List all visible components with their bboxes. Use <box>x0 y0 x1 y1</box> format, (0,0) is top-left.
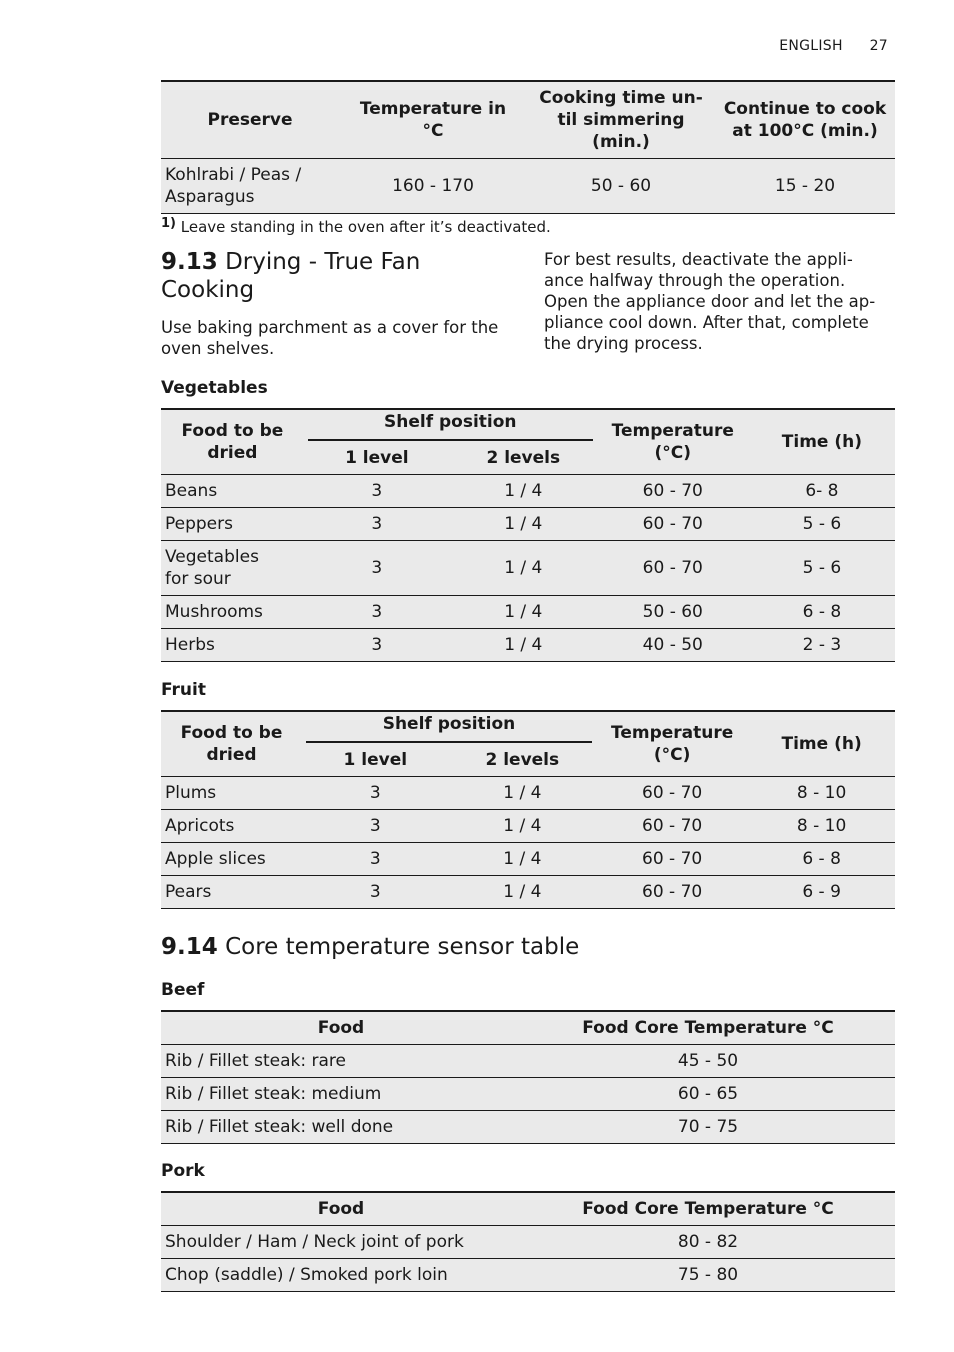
table-row <box>161 777 895 810</box>
section-number: 9.13 <box>161 249 218 275</box>
food-cell: Chop (saddle) / Smoked pork loin <box>165 1265 448 1285</box>
header-food: Food <box>317 1018 365 1038</box>
header-line: Cooking time un- <box>539 88 703 108</box>
level1-cell: 3 <box>371 481 383 501</box>
beef-heading: Beef <box>161 980 205 1000</box>
level1-cell: 3 <box>371 514 383 534</box>
vegetables-table <box>161 408 895 662</box>
time-cell: 8 - 10 <box>796 816 847 836</box>
table-row <box>161 876 895 909</box>
table-row <box>161 1045 895 1078</box>
food-cell: Pears <box>165 882 212 902</box>
header-time: Time (h) <box>748 711 895 777</box>
food-cell: Peppers <box>165 514 233 534</box>
food-cell: Rib / Fillet steak: rare <box>165 1051 346 1071</box>
vegetables-heading: Vegetables <box>161 378 268 398</box>
fruit-table <box>161 710 895 909</box>
table-row <box>161 1078 895 1111</box>
food-cell: Apricots <box>165 816 235 836</box>
header-line: Shelf position <box>308 411 593 441</box>
preserve-table <box>161 80 895 214</box>
level2-cell: 1 / 4 <box>504 602 543 622</box>
preserve-continue: 15 - 20 <box>774 176 836 196</box>
level1-cell: 3 <box>369 849 381 869</box>
level1-cell: 3 <box>371 602 383 622</box>
preserve-header-row <box>161 81 895 159</box>
table-row <box>161 1259 895 1292</box>
level2-cell: 1 / 4 <box>503 816 542 836</box>
footnote-text: Leave standing in the oven after it’s deactivated. <box>180 218 551 236</box>
food-cell: Shoulder / Ham / Neck joint of pork <box>165 1232 464 1252</box>
level2-cell: 1 / 4 <box>504 558 543 578</box>
header-temperature <box>596 711 748 777</box>
header-line: Preserve <box>207 110 293 130</box>
header-1-level: 1 level <box>343 750 408 770</box>
food-cell: Beans <box>165 481 218 501</box>
page-header <box>779 38 888 54</box>
temp-cell: 70 - 75 <box>677 1117 739 1137</box>
table-row <box>161 596 895 629</box>
table-row <box>161 475 895 508</box>
time-cell: 2 - 3 <box>802 635 842 655</box>
header-line: (°C) <box>653 745 691 765</box>
text-line: Use baking parchment as a cover for the <box>161 318 499 337</box>
section-913-title <box>161 248 420 304</box>
temp-cell: 60 - 70 <box>642 514 703 534</box>
level1-cell: 3 <box>371 635 383 655</box>
text-line: pliance cool down. After that, complete <box>544 313 869 332</box>
temp-cell: 60 - 70 <box>642 849 703 869</box>
cell-line: Kohlrabi / Peas / <box>165 165 302 185</box>
temp-cell: 45 - 50 <box>677 1051 739 1071</box>
time-cell: 6 - 8 <box>802 602 842 622</box>
temp-cell: 75 - 80 <box>677 1265 739 1285</box>
food-cell: Plums <box>165 783 217 803</box>
header-line: at 100°C (min.) <box>732 121 878 141</box>
table-row <box>161 508 895 541</box>
header-line: (min.) <box>592 132 650 152</box>
level2-cell: 1 / 4 <box>503 882 542 902</box>
level1-cell: 3 <box>369 816 381 836</box>
title-text: Core temperature sensor table <box>225 934 580 960</box>
text-line: oven shelves. <box>161 339 275 358</box>
cell-line: Asparagus <box>165 187 255 207</box>
core-header-row <box>161 1192 895 1226</box>
drying-header-row <box>161 711 895 744</box>
title-line: Cooking <box>161 277 255 303</box>
food-cell: Mushrooms <box>165 602 263 622</box>
header-line: Temperature <box>610 723 734 743</box>
temp-cell: 80 - 82 <box>677 1232 739 1252</box>
header-line: til simmering <box>557 110 685 130</box>
section-913-left-text <box>161 317 521 359</box>
language-label: ENGLISH <box>779 38 843 54</box>
table-row <box>161 843 895 876</box>
header-temperature <box>597 409 749 475</box>
header-1-level: 1 level <box>345 448 409 468</box>
header-food: Food <box>317 1199 365 1219</box>
time-cell: 8 - 10 <box>796 783 847 803</box>
table-row <box>161 1111 895 1144</box>
preserve-food <box>161 159 339 214</box>
temp-cell: 60 - 70 <box>642 882 703 902</box>
cell-line: for sour <box>165 569 231 589</box>
title-line: Drying - True Fan <box>225 249 421 275</box>
cell-line: Vegetables <box>165 547 259 567</box>
text-line: ance halfway through the operation. <box>544 271 846 290</box>
table-row <box>161 1226 895 1259</box>
temp-cell: 60 - 70 <box>642 783 703 803</box>
section-number: 9.14 <box>161 934 218 960</box>
temp-cell: 60 - 70 <box>642 481 703 501</box>
time-cell: 6- 8 <box>805 481 839 501</box>
level2-cell: 1 / 4 <box>504 514 543 534</box>
table-row <box>161 541 895 596</box>
header-food <box>161 409 304 475</box>
temp-cell: 60 - 70 <box>642 558 703 578</box>
text-line: the drying process. <box>544 334 703 353</box>
header-line: (°C) <box>654 443 692 463</box>
preserve-header-continue <box>715 81 895 159</box>
section-914-title <box>161 933 579 961</box>
preserve-temperature: 160 - 170 <box>392 176 474 196</box>
footnote-marker: 1) <box>161 216 176 231</box>
temp-cell: 40 - 50 <box>642 635 703 655</box>
header-line: Temperature in <box>359 99 507 119</box>
time-cell: 6 - 9 <box>802 882 841 902</box>
page-number: 27 <box>869 38 888 54</box>
header-food <box>161 711 302 777</box>
level2-cell: 1 / 4 <box>504 635 543 655</box>
time-cell: 5 - 6 <box>802 514 842 534</box>
pork-table <box>161 1191 895 1292</box>
food-cell <box>161 541 304 596</box>
section-913-right-text <box>544 249 895 354</box>
text-line: For best results, deactivate the appli- <box>544 250 853 269</box>
header-line: Food to be <box>181 421 284 441</box>
food-cell: Herbs <box>165 635 215 655</box>
header-line: Food to be <box>180 723 283 743</box>
fruit-heading: Fruit <box>161 680 206 700</box>
core-header-row <box>161 1011 895 1045</box>
header-line: Shelf position <box>306 713 592 743</box>
time-cell: 6 - 8 <box>802 849 841 869</box>
header-line: Temperature <box>611 421 734 441</box>
temp-cell: 60 - 70 <box>642 816 703 836</box>
temp-cell: 60 - 65 <box>677 1084 739 1104</box>
preserve-header-temperature <box>339 81 527 159</box>
header-time: Time (h) <box>749 409 895 475</box>
header-shelf-position <box>302 711 596 744</box>
preserve-simmer: 50 - 60 <box>590 176 652 196</box>
header-core-temperature: Food Core Temperature °C <box>582 1018 834 1038</box>
table-row <box>161 159 895 214</box>
header-core-temperature: Food Core Temperature °C <box>582 1199 834 1219</box>
pork-heading: Pork <box>161 1161 205 1181</box>
drying-header-row <box>161 409 895 442</box>
footnote <box>161 216 551 236</box>
food-cell: Apple slices <box>165 849 266 869</box>
temp-cell: 50 - 60 <box>642 602 703 622</box>
text-line: Open the appliance door and let the ap- <box>544 292 876 311</box>
header-line: Continue to cook <box>723 99 887 119</box>
header-2-levels: 2 levels <box>486 448 561 468</box>
level2-cell: 1 / 4 <box>503 849 542 869</box>
level1-cell: 3 <box>371 558 383 578</box>
table-row <box>161 810 895 843</box>
header-shelf-position <box>304 409 597 442</box>
header-line: °C <box>422 121 444 141</box>
level1-cell: 3 <box>369 783 381 803</box>
preserve-header-simmer <box>527 81 715 159</box>
level2-cell: 1 / 4 <box>504 481 543 501</box>
food-cell: Rib / Fillet steak: medium <box>165 1084 382 1104</box>
level2-cell: 1 / 4 <box>503 783 542 803</box>
preserve-header-preserve <box>161 81 339 159</box>
table-row <box>161 629 895 662</box>
header-line: dried <box>206 745 257 765</box>
time-cell: 5 - 6 <box>802 558 842 578</box>
header-line: dried <box>207 443 258 463</box>
beef-table <box>161 1010 895 1144</box>
food-cell: Rib / Fillet steak: well done <box>165 1117 394 1137</box>
header-2-levels: 2 levels <box>485 750 560 770</box>
level1-cell: 3 <box>369 882 381 902</box>
